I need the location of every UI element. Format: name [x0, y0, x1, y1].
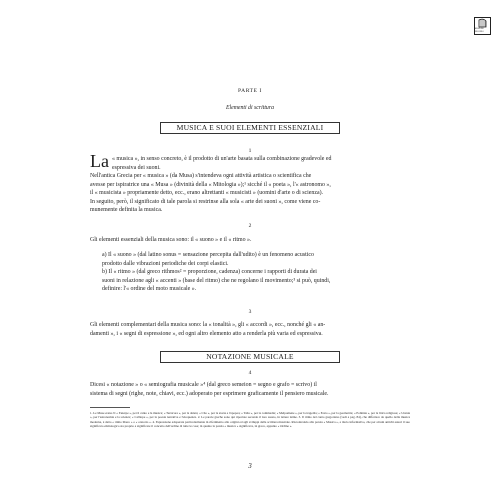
publisher-logo	[474, 17, 491, 35]
text-line: suoni in relazione agli « accenti » (base del ritmo) che ne regolano il movimento;³ si può, quindi,	[102, 277, 331, 284]
text-line: Gli elementi essenziali della musica sono: il « suono » e il « ritmo ».	[90, 237, 252, 243]
footnotes: 1. Le Muse erano 9: « Euterpe », per il canto e la musica; « Tersicore », per la danza; « Clio », per la storia e l'epopea; « Talia », per la commedia; « Melpomene », per la tragedia; « Erato », per la geometria; « Polinnia », per la lirica religiosa; « Urania », per l'astronomia e la scienza; « Calliope », per la poesia narrativa e l'eloquenza. 2. Le parole greche sono qui riportate secondo il loro suono, in lettere latine. 3. Il ritmo del canto gregoriano (vedi a pag. 84), che differisce da quello della musica moderna, è detto « ritmo libero » o « oratorio ». 4. Espressione adoperata particolarmente in riferimento allo origini ed agli sviluppi della scrittura musicale. Riscontrando alla parola « Musica », a titolo informativo, che per alcuni antichi autori il suo significato etimologico sta proprio a significare il concetto dell'ordine di tutte le cose; in quanto la parola « musica » significava, in greco, appunto « Ordine ».	[90, 411, 410, 429]
text-line: b) Il « ritmo » (dal greco rithmos² = proporzione, cadenza) concerne i rapporti di durata dei	[102, 269, 317, 275]
text-line: Nell'antica Grecia per « musica » (da Musa) s'intendeva ogni attività artistica o scientifica che	[90, 173, 312, 179]
harp-logo-icon	[477, 18, 488, 28]
paragraph-number-3: 3	[248, 309, 252, 315]
text-line: prodotto dalle vibrazioni periodiche dei corpi elastici.	[102, 260, 229, 267]
text-line: damenti », i « segni di espressione », ed ogni altro elemento atto a renderla più varia ed espressiva.	[90, 330, 323, 337]
text-line: il « musicista » propriamente detto, ecc., erano altrettanti « musicisti » (uomini d'arte o di scienza).	[90, 190, 324, 196]
paragraph-number-4: 4	[248, 370, 252, 376]
section-title-box: MUSICA E SUOI ELEMENTI ESSENZIALI	[160, 122, 340, 134]
text-line: « musica », in senso concreto, è il prodotto di un'arte basata sulla combinazione gradevole ed	[112, 156, 332, 162]
text-line: a) Il « suono » (dal latino sonus = sensazione percepita dall'udito) è un fenomeno acustico	[102, 252, 314, 258]
drop-cap: La	[90, 151, 109, 171]
footnote-divider	[90, 407, 130, 408]
paragraph-number-1: 1	[248, 148, 252, 154]
page-number: 3	[248, 462, 252, 470]
text-line: In seguito, però, il significato di tale parola si restrinse alla sola « arte dei suoni », come viene co-	[90, 198, 321, 205]
text-line: munemente definita la musica.	[90, 207, 163, 213]
text-line: Dicesi « notazione » o « semiografia musicale »⁴ (dal greco semeion = segno e grafo = scrivo) il	[90, 382, 317, 388]
text-line: sistema di segni (righe, note, chiavi, ecc.) adoperato per esprimere graficamente il pensiero musicale.	[90, 390, 329, 397]
part-heading: PARTE I	[238, 88, 262, 94]
text-line: espressiva dei suoni.	[112, 164, 161, 171]
section-title-box: NOTAZIONE MUSICALE	[160, 351, 340, 363]
part-subtitle: Elementi di scrittura	[226, 105, 274, 111]
text-line: Gli elementi complementari della musica sono: la « tonalità », gli « accordi », ecc., nonché gli « an-	[90, 322, 326, 328]
text-line: avesse per ispiratrice una « Musa » (divinità della « Mitologia »);¹ sicché il « poeta », l'« astronomo »,	[90, 181, 331, 188]
paragraph-number-2: 2	[248, 223, 252, 229]
text-line: definire: l'« ordine del moto musicale ».	[102, 286, 197, 292]
logo-text: EDIZIONI RICORDI	[475, 28, 484, 33]
